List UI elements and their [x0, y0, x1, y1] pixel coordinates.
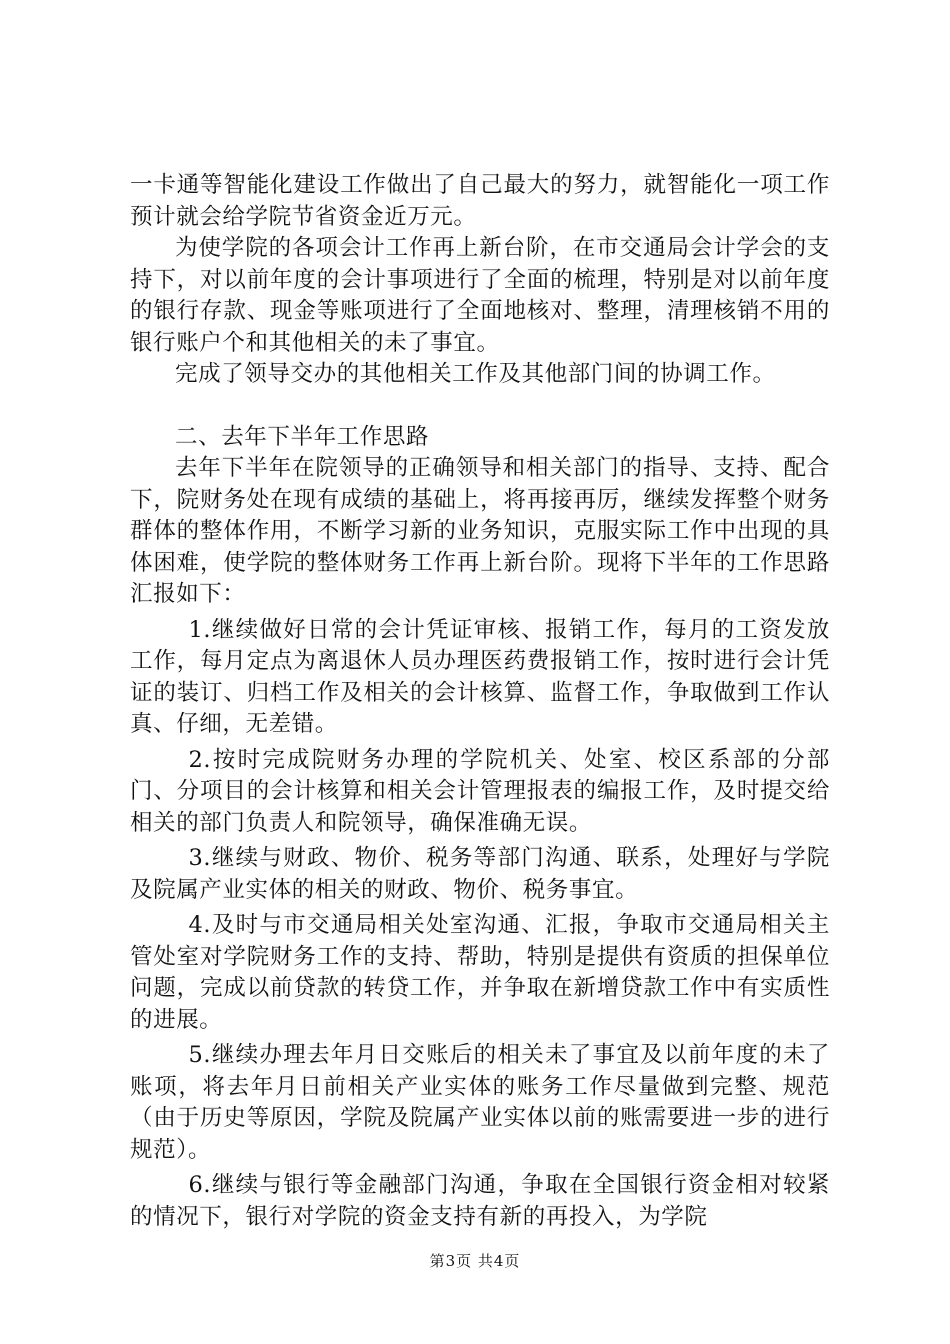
list-item-2: 2.按时完成院财务办理的学院机关、处室、校区系部的分部门、分项目的会计核算和相关会计管理报表的编报工作，及时提交给相关的部门负责人和院领导，确保准确无误。	[130, 746, 830, 836]
paragraph-coordination: 完成了领导交办的其他相关工作及其他部门间的协调工作。	[175, 361, 776, 387]
section-heading: 二、去年下半年工作思路	[175, 423, 430, 450]
list-item-3: 3.继续与财政、物价、税务等部门沟通、联系，处理好与学院及院属产业实体的相关的财政、物价、税务事宜。	[130, 845, 830, 903]
page-footer: 第3页 共4页	[429, 1252, 521, 1270]
section-intro: 去年下半年在院领导的正确领导和相关部门的指导、支持、配合下，院财务处在现有成绩的基础上，将再接再厉，继续发挥整个财务群体的整体作用，不断学习新的业务知识，克服实际工作中出现的具体困难，使学院的整体财务工作再上新台阶。现将下半年的工作思路汇报如下：	[130, 455, 830, 607]
paragraph-continued: 一卡通等智能化建设工作做出了自己最大的努力，就智能化一项工作预计就会给学院节省资金近万元。	[130, 172, 830, 230]
document-body	[130, 170, 830, 1233]
paragraph-accounting-review: 为使学院的各项会计工作再上新台阶，在市交通局会计学会的支持下，对以前年度的会计事项进行了全面的梳理，特别是对以前年度的银行存款、现金等账项进行了全面地核对、整理，清理核销不用的银行账户个和其他相关的未了事宜。	[130, 235, 830, 356]
list-item-1: 1.继续做好日常的会计凭证审核、报销工作，每月的工资发放工作，每月定点为离退休人员办理医药费报销工作，按时进行会计凭证的装订、归档工作及相关的会计核算、监督工作，争取做到工作认真、仔细，无差错。	[130, 616, 830, 737]
list-item-5: 5.继续办理去年月日交账后的相关未了事宜及以前年度的未了账项，将去年月日前相关产业实体的账务工作尽量做到完整、规范（由于历史等原因，学院及院属产业实体以前的账需要进一步的进行规范）。	[130, 1042, 830, 1163]
list-item-4: 4.及时与市交通局相关处室沟通、汇报，争取市交通局相关主管处室对学院财务工作的支持、帮助，特别是提供有资质的担保单位问题，完成以前贷款的转贷工作，并争取在新增贷款工作中有实质性的进展。	[130, 912, 830, 1033]
list-item-6: 6.继续与银行等金融部门沟通，争取在全国银行资金相对较紧的情况下，银行对学院的资金支持有新的再投入，为学院	[130, 1172, 830, 1230]
